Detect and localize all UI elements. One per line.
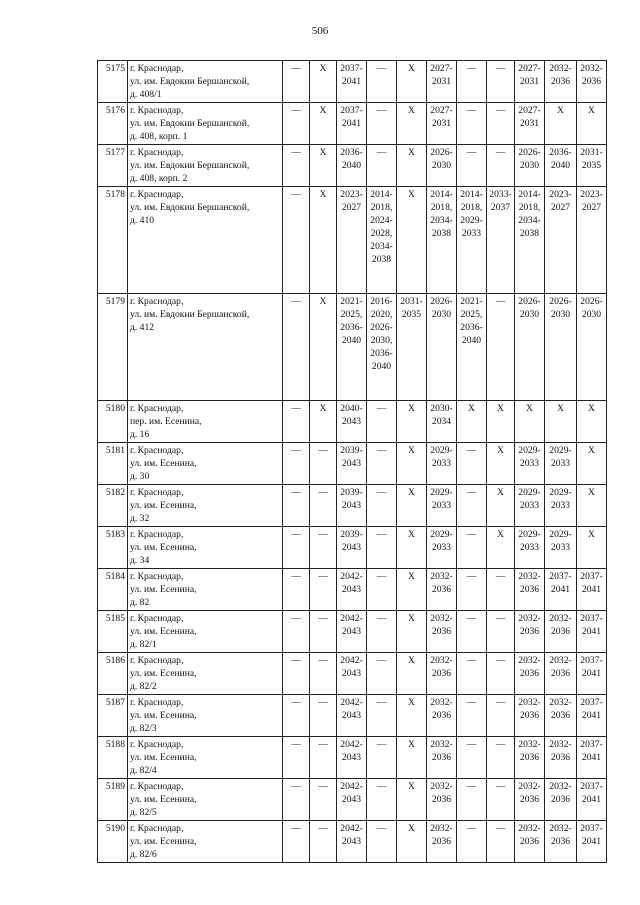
schedule-cell: 2026- 2030 — [515, 145, 545, 187]
schedule-cell: 2032- 2036 — [515, 737, 545, 779]
schedule-cell: — — [457, 61, 487, 103]
schedule-cell: 2037- 2041 — [577, 779, 607, 821]
address-cell: г. Краснодар, ул. им. Есенина, д. 82/2 — [128, 653, 283, 695]
schedule-cell: — — [310, 653, 337, 695]
schedule-cell: — — [487, 611, 515, 653]
table-row — [98, 569, 607, 611]
schedule-cell: 2042- 2043 — [337, 821, 367, 863]
table-row — [98, 821, 607, 863]
address-cell: г. Краснодар, ул. им. Есенина, д. 82/1 — [128, 611, 283, 653]
schedule-cell: 2016- 2020, 2026- 2030, 2036- 2040 — [367, 294, 397, 401]
schedule-cell: 2032- 2036 — [427, 695, 457, 737]
table-row — [98, 294, 607, 401]
schedule-cell: 2029- 2033 — [545, 485, 577, 527]
address-cell: г. Краснодар, ул. им. Есенина, д. 30 — [128, 443, 283, 485]
schedule-cell: — — [457, 611, 487, 653]
schedule-cell: — — [283, 294, 310, 401]
row-number: 5180 — [98, 401, 128, 443]
schedule-cell: 2026- 2030 — [515, 294, 545, 401]
schedule-cell: X — [397, 569, 427, 611]
schedule-cell: 2014- 2018, 2034- 2038 — [515, 187, 545, 294]
schedule-cell: — — [367, 821, 397, 863]
schedule-cell: 2032- 2036 — [515, 779, 545, 821]
schedule-cell: X — [310, 145, 337, 187]
schedule-cell: — — [487, 695, 515, 737]
table-row — [98, 737, 607, 779]
row-number: 5176 — [98, 103, 128, 145]
schedule-cell: 2029- 2033 — [515, 527, 545, 569]
table-row — [98, 527, 607, 569]
schedule-cell: 2029- 2033 — [515, 443, 545, 485]
schedule-cell: — — [283, 695, 310, 737]
schedule-cell: — — [367, 611, 397, 653]
schedule-cell: X — [310, 187, 337, 294]
schedule-cell: — — [457, 779, 487, 821]
schedule-cell: X — [577, 103, 607, 145]
schedule-cell: 2027- 2031 — [427, 103, 457, 145]
address-cell: г. Краснодар, ул. им. Есенина, д. 82/4 — [128, 737, 283, 779]
address-cell: г. Краснодар, ул. им. Евдокии Бершанской, д. 410 — [128, 187, 283, 294]
schedule-cell: — — [283, 653, 310, 695]
schedule-cell: 2026- 2030 — [427, 145, 457, 187]
schedule-cell: — — [487, 103, 515, 145]
schedule-cell: — — [487, 145, 515, 187]
schedule-cell: 2031- 2035 — [577, 145, 607, 187]
schedule-cell: — — [310, 737, 337, 779]
schedule-cell: — — [283, 61, 310, 103]
row-number: 5190 — [98, 821, 128, 863]
schedule-cell: — — [283, 401, 310, 443]
schedule-cell: — — [367, 145, 397, 187]
schedule-cell: — — [367, 443, 397, 485]
schedule-cell: 2032- 2036 — [545, 653, 577, 695]
schedule-cell: X — [577, 485, 607, 527]
schedule-cell: X — [397, 187, 427, 294]
schedule-cell: 2032- 2036 — [545, 695, 577, 737]
schedule-cell: — — [487, 294, 515, 401]
schedule-cell: X — [397, 695, 427, 737]
schedule-cell: — — [283, 145, 310, 187]
schedule-cell: X — [577, 401, 607, 443]
table-body — [98, 61, 607, 863]
schedule-cell: — — [283, 103, 310, 145]
schedule-cell: 2032- 2036 — [515, 653, 545, 695]
schedule-cell: — — [487, 821, 515, 863]
schedule-cell: 2029- 2033 — [427, 527, 457, 569]
schedule-cell: — — [310, 443, 337, 485]
address-cell: г. Краснодар, ул. им. Евдокии Бершанской, д. 412 — [128, 294, 283, 401]
schedule-cell: 2029- 2033 — [545, 527, 577, 569]
table-row — [98, 187, 607, 294]
schedule-cell: 2029- 2033 — [515, 485, 545, 527]
table-row — [98, 695, 607, 737]
address-cell: г. Краснодар, ул. им. Есенина, д. 32 — [128, 485, 283, 527]
schedule-cell: — — [283, 821, 310, 863]
schedule-cell: — — [283, 187, 310, 294]
schedule-cell: — — [310, 485, 337, 527]
address-cell: г. Краснодар, ул. им. Евдокии Бершанской, д. 408, корп. 1 — [128, 103, 283, 145]
schedule-cell: — — [283, 485, 310, 527]
schedule-cell: 2042- 2043 — [337, 653, 367, 695]
schedule-cell: X — [310, 401, 337, 443]
schedule-cell: X — [310, 294, 337, 401]
schedule-cell: 2039- 2043 — [337, 443, 367, 485]
schedule-cell: 2026- 2030 — [545, 294, 577, 401]
schedule-cell: 2032- 2036 — [545, 611, 577, 653]
address-cell: г. Краснодар, пер. им. Есенина, д. 16 — [128, 401, 283, 443]
table-row — [98, 779, 607, 821]
schedule-cell: — — [310, 779, 337, 821]
schedule-cell: — — [310, 611, 337, 653]
schedule-cell: 2032- 2036 — [577, 61, 607, 103]
schedule-cell: 2032- 2036 — [515, 569, 545, 611]
schedule-cell: — — [367, 779, 397, 821]
schedule-cell: 2033- 2037 — [487, 187, 515, 294]
schedule-cell: 2014- 2018, 2034- 2038 — [427, 187, 457, 294]
schedule-cell: X — [487, 401, 515, 443]
schedule-cell: X — [397, 779, 427, 821]
schedule-cell: 2014- 2018, 2029- 2033 — [457, 187, 487, 294]
schedule-cell: — — [283, 737, 310, 779]
row-number: 5184 — [98, 569, 128, 611]
schedule-cell: X — [397, 485, 427, 527]
schedule-cell: X — [545, 401, 577, 443]
schedule-cell: 2032- 2036 — [545, 737, 577, 779]
table-row — [98, 61, 607, 103]
schedule-cell: — — [487, 569, 515, 611]
schedule-cell: 2029- 2033 — [427, 485, 457, 527]
schedule-cell: — — [367, 653, 397, 695]
schedule-cell: 2037- 2041 — [337, 61, 367, 103]
schedule-cell: 2042- 2043 — [337, 695, 367, 737]
schedule-cell: 2032- 2036 — [427, 569, 457, 611]
schedule-cell: X — [545, 103, 577, 145]
schedule-cell: 2023- 2027 — [577, 187, 607, 294]
schedule-cell: 2037- 2041 — [577, 569, 607, 611]
schedule-cell: 2032- 2036 — [427, 779, 457, 821]
row-number: 5183 — [98, 527, 128, 569]
schedule-cell: — — [457, 103, 487, 145]
schedule-cell: — — [487, 737, 515, 779]
schedule-cell: X — [310, 61, 337, 103]
schedule-cell: X — [397, 611, 427, 653]
schedule-cell: 2027- 2031 — [515, 61, 545, 103]
page-number: 506 — [311, 25, 329, 37]
schedule-cell: — — [367, 569, 397, 611]
schedule-cell: — — [487, 653, 515, 695]
schedule-cell: 2037- 2041 — [577, 737, 607, 779]
schedule-cell: — — [310, 695, 337, 737]
row-number: 5186 — [98, 653, 128, 695]
schedule-cell: 2031- 2035 — [397, 294, 427, 401]
schedule-cell: — — [457, 821, 487, 863]
schedule-cell: — — [487, 61, 515, 103]
schedule-cell: 2039- 2043 — [337, 485, 367, 527]
row-number: 5179 — [98, 294, 128, 401]
schedule-cell: 2032- 2036 — [427, 611, 457, 653]
schedule-cell: 2036- 2040 — [337, 145, 367, 187]
schedule-cell: X — [457, 401, 487, 443]
schedule-cell: — — [367, 103, 397, 145]
schedule-cell: 2042- 2043 — [337, 737, 367, 779]
schedule-cell: — — [457, 569, 487, 611]
schedule-cell: — — [283, 779, 310, 821]
row-number: 5187 — [98, 695, 128, 737]
row-number: 5185 — [98, 611, 128, 653]
schedule-cell: — — [457, 485, 487, 527]
schedule-cell: — — [367, 737, 397, 779]
schedule-cell: 2032- 2036 — [515, 695, 545, 737]
schedule-cell: — — [310, 569, 337, 611]
schedule-cell: X — [397, 527, 427, 569]
schedule-cell: 2032- 2036 — [427, 821, 457, 863]
schedule-cell: X — [310, 103, 337, 145]
address-cell: г. Краснодар, ул. им. Есенина, д. 82/5 — [128, 779, 283, 821]
row-number: 5175 — [98, 61, 128, 103]
row-number: 5177 — [98, 145, 128, 187]
table-row — [98, 653, 607, 695]
address-cell: г. Краснодар, ул. им. Есенина, д. 82/3 — [128, 695, 283, 737]
address-cell: г. Краснодар, ул. им. Евдокии Бершанской, д. 408/1 — [128, 61, 283, 103]
schedule-cell: 2027- 2031 — [515, 103, 545, 145]
schedule-cell: X — [487, 527, 515, 569]
address-cell: г. Краснодар, ул. им. Есенина, д. 82/6 — [128, 821, 283, 863]
schedule-cell: 2042- 2043 — [337, 611, 367, 653]
schedule-cell: 2021- 2025, 2036- 2040 — [337, 294, 367, 401]
address-cell: г. Краснодар, ул. им. Евдокии Бершанской, д. 408, корп. 2 — [128, 145, 283, 187]
schedule-cell: X — [397, 821, 427, 863]
schedule-cell: X — [577, 443, 607, 485]
schedule-cell: 2014- 2018, 2024- 2028, 2034- 2038 — [367, 187, 397, 294]
schedule-cell: 2039- 2043 — [337, 527, 367, 569]
schedule-cell: — — [457, 145, 487, 187]
table-row — [98, 443, 607, 485]
schedule-cell: 2032- 2036 — [545, 779, 577, 821]
schedule-cell: 2032- 2036 — [545, 61, 577, 103]
schedule-cell: 2037- 2041 — [577, 611, 607, 653]
schedule-cell: 2027- 2031 — [427, 61, 457, 103]
schedule-cell: X — [397, 443, 427, 485]
schedule-cell: — — [367, 61, 397, 103]
schedule-cell: — — [457, 443, 487, 485]
schedule-cell: 2040- 2043 — [337, 401, 367, 443]
schedule-cell: 2032- 2036 — [515, 821, 545, 863]
schedule-cell: 2042- 2043 — [337, 569, 367, 611]
schedule-cell: X — [487, 485, 515, 527]
table-row — [98, 485, 607, 527]
schedule-cell: X — [397, 61, 427, 103]
table-row — [98, 611, 607, 653]
row-number: 5189 — [98, 779, 128, 821]
schedule-cell: — — [457, 695, 487, 737]
schedule-cell: — — [487, 779, 515, 821]
schedule-cell: — — [283, 443, 310, 485]
schedule-cell: 2021- 2025, 2036- 2040 — [457, 294, 487, 401]
schedule-cell: 2037- 2041 — [545, 569, 577, 611]
schedule-cell: 2030- 2034 — [427, 401, 457, 443]
schedule-cell: X — [397, 737, 427, 779]
schedule-cell: X — [487, 443, 515, 485]
schedule-cell: 2026- 2030 — [577, 294, 607, 401]
schedule-cell: — — [283, 527, 310, 569]
schedule-cell: — — [367, 401, 397, 443]
row-number: 5181 — [98, 443, 128, 485]
schedule-cell: X — [397, 103, 427, 145]
schedule-cell: — — [457, 527, 487, 569]
schedule-cell: — — [367, 485, 397, 527]
schedule-cell: 2037- 2041 — [577, 653, 607, 695]
schedule-cell: — — [457, 737, 487, 779]
repair-schedule-table — [97, 60, 607, 863]
schedule-cell: 2023- 2027 — [337, 187, 367, 294]
schedule-cell: X — [577, 527, 607, 569]
schedule-cell: 2042- 2043 — [337, 779, 367, 821]
schedule-cell: 2036- 2040 — [545, 145, 577, 187]
schedule-cell: — — [283, 569, 310, 611]
schedule-cell: 2037- 2041 — [577, 821, 607, 863]
schedule-cell: 2032- 2036 — [427, 737, 457, 779]
schedule-cell: — — [310, 527, 337, 569]
schedule-cell: X — [515, 401, 545, 443]
row-number: 5188 — [98, 737, 128, 779]
schedule-cell: 2037- 2041 — [577, 695, 607, 737]
schedule-cell: X — [397, 401, 427, 443]
table-row — [98, 103, 607, 145]
schedule-cell: — — [310, 821, 337, 863]
schedule-cell: — — [367, 527, 397, 569]
address-cell: г. Краснодар, ул. им. Есенина, д. 82 — [128, 569, 283, 611]
schedule-cell: 2032- 2036 — [545, 821, 577, 863]
schedule-cell: X — [397, 145, 427, 187]
schedule-cell: 2032- 2036 — [427, 653, 457, 695]
schedule-cell: — — [457, 653, 487, 695]
table-row — [98, 401, 607, 443]
row-number: 5178 — [98, 187, 128, 294]
schedule-cell: 2029- 2033 — [545, 443, 577, 485]
schedule-cell: 2023- 2027 — [545, 187, 577, 294]
schedule-cell: 2029- 2033 — [427, 443, 457, 485]
schedule-cell: X — [397, 653, 427, 695]
address-cell: г. Краснодар, ул. им. Есенина, д. 34 — [128, 527, 283, 569]
schedule-cell: 2032- 2036 — [515, 611, 545, 653]
table-row — [98, 145, 607, 187]
row-number: 5182 — [98, 485, 128, 527]
schedule-cell: 2026- 2030 — [427, 294, 457, 401]
schedule-cell: 2037- 2041 — [337, 103, 367, 145]
schedule-cell: — — [367, 695, 397, 737]
schedule-cell: — — [283, 611, 310, 653]
